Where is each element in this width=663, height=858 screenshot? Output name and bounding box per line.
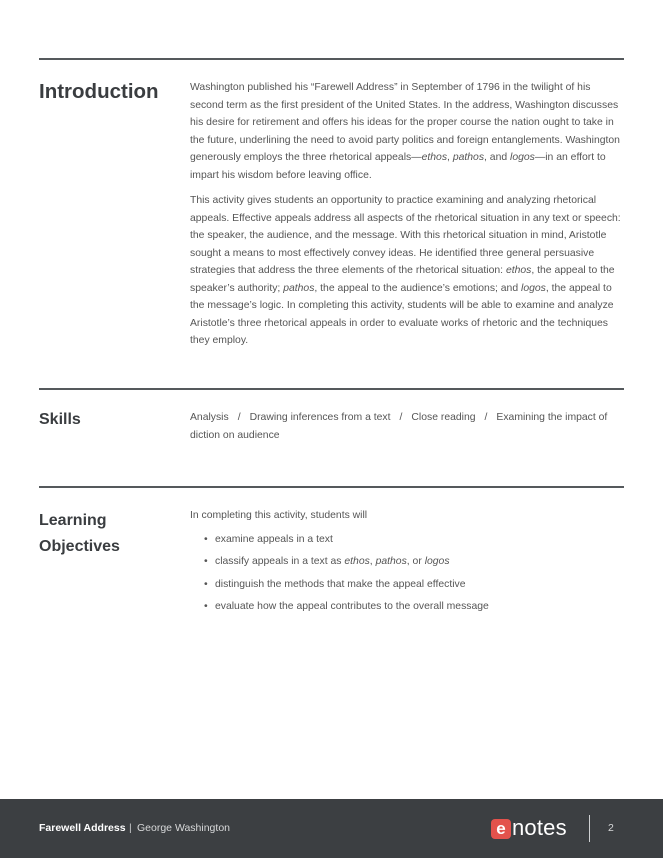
bullet-icon: • (204, 578, 208, 590)
skill-item: Analysis (190, 412, 229, 423)
skill-item: Examining the impact of diction on audience (190, 412, 608, 441)
skills-heading: Skills (39, 411, 81, 428)
skill-separator: / (237, 412, 241, 423)
logo-e-icon: e (491, 819, 511, 839)
footer-separator: | (129, 822, 132, 834)
skill-item: Drawing inferences from a text (249, 412, 391, 423)
skills-list (190, 409, 624, 444)
skills-divider (39, 388, 624, 390)
list-item: • evaluate how the appeal contributes to the overall message (190, 598, 624, 616)
bullet-icon: • (204, 533, 208, 545)
page-footer (0, 799, 663, 858)
introduction-paragraph-2: This activity gives students an opportunity to practice examining and analyzing rhetorical appeals. Effective appeals address all aspects of the rhetorical situation in any text or speech: the speaker, the audience, and the message. With this rhetorical situation in mind, Aristotle sought a means to most effectively convey ideas. He identified three general persuasive strategies that address the three elements of the rhetorical situation: ethos, the appeal to the speaker’s authority; pathos, the appeal to the audience’s emotions; and logos, the appeal to the message’s logic. In completing this activity, students will be able to examine and analyze Aristotle’s three rhetorical appeals in order to evaluate works of rhetoric and the techniques they employ. (190, 195, 621, 346)
objectives-divider (39, 486, 624, 488)
objectives-body (190, 507, 624, 621)
skill-separator: / (399, 412, 403, 423)
bullet-icon: • (204, 556, 208, 567)
list-item: • classify appeals in a text as ethos, pathos, or logos (190, 553, 624, 571)
footer-author: George Washington (137, 822, 230, 834)
introduction-heading: Introduction (39, 80, 159, 103)
bullet-icon: • (204, 601, 208, 612)
objectives-heading: Learning Objectives (39, 512, 120, 555)
skill-item: Close reading (411, 412, 476, 423)
footer-title: Farewell Address (39, 822, 126, 834)
page-number: 2 (608, 822, 614, 834)
introduction-paragraph-1: Washington published his “Farewell Address” in September of 1796 in the twilight of his second term as the first president of the United States. In the address, Washington discusses his desire for retirement and offers his ideas for the proper course the nation ought to take in the future, underlining the need to avoid party politics and foreign entanglements. Washington generously employs the three rhetorical appeals—ethos, pathos, and logos—in an effort to impart his wisdom before leaving office. (190, 82, 620, 181)
footer-divider (589, 815, 590, 842)
introduction-body (190, 79, 624, 358)
list-item: • distinguish the methods that make the appeal effective (190, 576, 624, 594)
list-item: • examine appeals in a text (190, 531, 624, 549)
top-divider (39, 58, 624, 60)
skill-separator: / (484, 412, 488, 423)
objectives-list (190, 531, 624, 616)
logo-text: notes (512, 815, 567, 840)
objectives-intro: In completing this activity, students will (190, 510, 368, 521)
